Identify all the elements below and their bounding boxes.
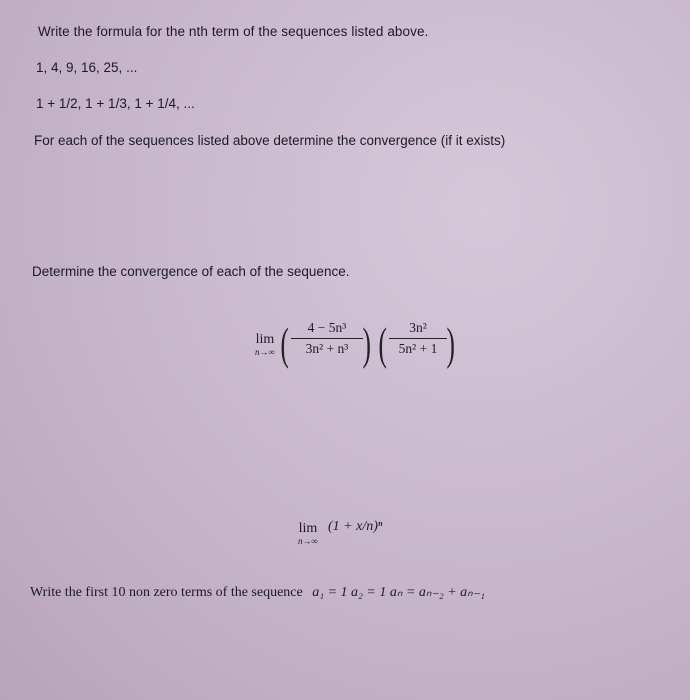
left-paren-2: ( [378,318,387,369]
lim-label: lim [255,332,275,347]
fraction-2-denominator: 5n² + 1 [398,341,438,356]
question-first-ten-terms [30,584,485,601]
fraction-1-denominator: 3n² + n³ [305,341,349,356]
fraction-2 [389,320,447,357]
limit-expression-1 [255,318,465,378]
limit-expression-2 [298,516,438,556]
fraction-1-numerator: 4 − 5n³ [307,320,347,335]
recurrence-relation: a₁ = 1 a₂ = 1 aₙ = aₙ₋₂ + aₙ₋₁ [312,585,486,600]
left-paren-1: ( [280,318,289,369]
question-nth-term-prompt: Write the formula for the nth term of the sequences listed above. [38,24,429,39]
sequence-squares: 1, 4, 9, 16, 25, ... [36,60,138,75]
fraction-1 [291,320,363,357]
right-paren-1: ) [362,318,371,369]
question-first-ten-terms-prompt: Write the first 10 non zero terms of the sequence [30,585,303,600]
lim-subscript-2: n→∞ [298,536,318,546]
right-paren-2: ) [446,318,455,369]
lim-label-2: lim [298,521,318,536]
limit-operator-2 [298,520,318,546]
question-determine-convergence: Determine the convergence of each of the sequence. [32,264,350,279]
limit-operator [255,331,275,357]
limit-2-expression: (1 + x/n)ⁿ [328,519,383,534]
question-convergence-prompt: For each of the sequences listed above determine the convergence (if it exists) [34,133,506,148]
fraction-2-numerator: 3n² [409,320,427,335]
lim-subscript: n→∞ [255,347,275,357]
sequence-one-plus-reciprocal: 1 + 1/2, 1 + 1/3, 1 + 1/4, ... [36,96,195,111]
